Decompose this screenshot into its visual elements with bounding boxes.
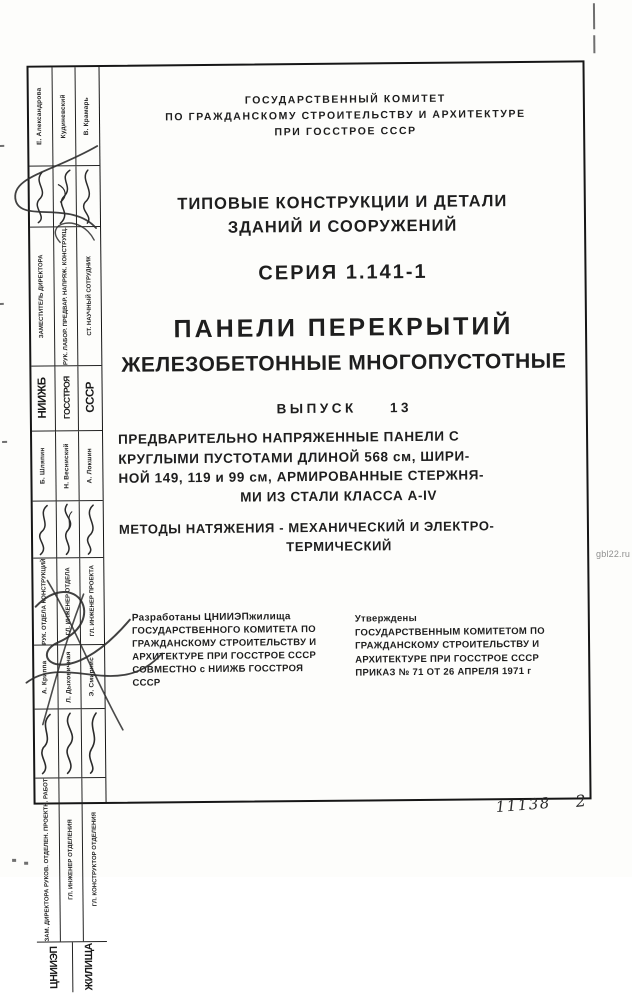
org-name: НИИЖБ [36,377,50,419]
org-name-cell [79,366,102,430]
signatory-title: ЗАМ. ДИРЕКТОРА РУКОВ. ОТДЕЛЕН. ПРОЕКТН. РАБОТ [43,778,52,942]
scan-artifact-mark [24,862,28,865]
approved-line5: ПРИКАЗ № 71 ОТ 26 АПРЕЛЯ 1971 г [355,665,532,679]
org-name: ЖИЛИЩА [83,943,96,991]
description-line1: ПРЕДВАРИТЕЛЬНО НАПРЯЖЕННЫЕ ПАНЕЛИ С [118,428,460,447]
signatory-title: ГЛ. КОНСТРУКТОР ОТДЕЛЕНИЯ [91,812,99,907]
tensioning-methods [119,516,559,558]
org-name-cell [55,366,79,430]
signatory-title: ГЛ. ИНЖЕНЕР ПРОЕКТА [88,565,96,637]
stamp-name-cell [81,645,104,708]
signature-scribble [33,501,57,557]
signature-scribble [77,166,100,226]
issue-number: ВЫПУСК 13 [276,400,413,417]
approval-stamp-column [29,67,107,991]
stamp-name-cell [76,67,100,165]
stamp-title-cell [30,227,55,365]
stamp-org-tsniiep [37,942,107,993]
panel-description [118,426,559,508]
stamp-group2-signatures [33,501,104,559]
org-name: ГОССТРОЯ [61,376,72,420]
stamp-org-niizhb [31,366,102,432]
signatory-name: А. Криппа [41,660,49,694]
stamp-name-cell [29,67,54,165]
methods-line2: ТЕРМИЧЕСКИЙ [286,538,393,555]
signature-scribble [53,166,77,226]
developed-line3: ГРАЖДАНСКОМУ СТРОИТЕЛЬСТВУ И [131,636,317,650]
methods-line1: МЕТОДЫ НАТЯЖЕНИЯ - МЕХАНИЧЕСКИЙ И ЭЛЕКТРО- [118,518,495,537]
developed-line2: ГОСУДАРСТВЕННОГО КОМИТЕТА ПО [131,623,316,637]
stamp-title-cell [81,558,104,644]
stamp-group1-names [29,67,100,167]
stamp-title-cell [77,227,101,365]
stamp-title-cell [33,558,57,644]
scan-artifact-mark [593,3,595,29]
site-watermark: gbl22.ru [596,549,631,559]
series-number: СЕРИЯ 1.141-1 [258,260,428,285]
handwritten-number: 11138 [494,793,552,817]
signatory-title: РУК. ЛАБОР. ПРЕДВАР. НАПРЯЖ. КОНСТРУКЦ. [61,227,70,366]
signatory-title: ГЛ. ИНЖЕНЕР ОТДЕЛЕНИЯ [67,819,75,900]
signatory-title: ЗАМЕСТИТЕЛЬ ДИРЕКТОРА [38,254,46,339]
signature-scribble [35,709,59,777]
handwritten-page-number: 2 [574,790,587,811]
stamp-title-cell [35,778,60,941]
org-name-cell [72,942,107,992]
approved-line4: АРХИТЕКТУРЕ ПРИ ГОССТРОЕ СССР [355,652,540,666]
stamp-title-cell [83,778,107,941]
series-caption-line2: ЗДАНИЙ И СООРУЖЕНИЙ [227,216,458,237]
scan-artifact-mark [2,441,7,443]
series-caption [101,188,584,241]
main-title-line2: ЖЕЛЕЗОБЕТОННЫЕ МНОГОПУСТОТНЫЕ [121,349,567,377]
org-name: СССР [84,382,97,414]
stamp-group1-signatures [29,166,100,228]
developed-by-block [132,610,351,690]
signatory-name: Н. Весниский [62,442,71,489]
signatory-name: Б. Шляпин [39,447,47,485]
signatory-name: Е. Александрова [35,87,44,146]
developed-line6: СССР [132,677,161,689]
main-title-line1: ПАНЕЛИ ПЕРЕКРЫТИЙ [173,312,514,344]
signatory-title: СТ. НАУЧНЫЙ СОТРУДНИК [85,256,93,336]
series-caption-line1: ТИПОВЫЕ КОНСТРУКЦИИ И ДЕТАЛИ [177,192,508,214]
stamp-name-cell [32,431,56,500]
committee-header [104,89,587,142]
scan-artifact-mark [12,859,16,862]
committee-header-line3: ПРИ ГОССТРОЕ СССР [274,124,417,139]
signatory-name: Кудиневский [59,94,67,139]
signatory-title: ГЛ. ИНЖЕНЕР ОТДЕЛА [65,567,72,636]
description-line4: МИ ИЗ СТАЛИ КЛАССА А-IV [240,487,438,505]
committee-header-line2: ПО ГРАЖДАНСКОМУ СТРОИТЕЛЬСТВУ И АРХИТЕКТУРЕ [165,107,526,124]
signatory-name: Э. Смирнис [88,656,96,697]
title-page-content [100,62,590,802]
approved-line3: ГРАЖДАНСКОМУ СТРОИТЕЛЬСТВУ И [355,638,540,652]
stamp-name-cell [58,645,82,708]
stamp-group1-titles [30,227,101,366]
stamp-name-cell [34,645,58,708]
org-name-cell [31,366,55,430]
stamp-name-cell [52,67,77,165]
committee-header-line1: ГОСУДАРСТВЕННЫЙ КОМИТЕТ [244,92,446,107]
stamp-name-cell [56,431,80,500]
approved-line1: Утверждены [354,612,418,625]
stamp-group2-titles [33,558,104,646]
developed-line5: СОВМЕСТНО с НИИЖБ ГОССТРОЯ [132,663,304,676]
developed-line1: Разработаны ЦНИИЭПжилища [131,611,291,624]
signature-scribble [58,709,82,777]
signature-scribble [80,501,103,557]
stamp-group3-names [34,645,105,710]
org-name: ЦНИИЭП [47,946,61,989]
scan-artifact-mark [593,35,595,53]
signatory-name: Л. Дыховичная [64,650,73,703]
signatory-name: А. Локшин [86,447,94,483]
stamp-title-cell [54,227,79,365]
description-line3: НОЙ 149, 119 и 99 см, АРМИРОВАННЫЕ СТЕРЖНЯ- [118,467,485,486]
signature-scribble [82,709,105,777]
description-line2: КРУГЛЫМИ ПУСТОТАМИ ДЛИНОЙ 568 см, ШИРИ- [118,447,470,467]
approved-by-block [355,610,588,680]
org-name-cell [37,942,73,992]
stamp-group2-names [32,431,103,502]
stamp-group3-signatures [35,709,106,779]
scan-artifact-mark [0,303,4,305]
approved-line2: ГОСУДАРСТВЕННЫМ КОМИТЕТОМ ПО [354,625,545,639]
stamp-title-cell [59,778,84,941]
stamp-title-cell [57,558,81,644]
developed-line4: АРХИТЕКТУРЕ ПРИ ГОССТРОЕ СССР [132,649,317,663]
stamp-name-cell [79,431,102,500]
signature-scribble [29,166,53,226]
signature-scribble [56,501,80,557]
scan-artifact-mark [0,145,4,147]
signatory-name: В. Крамарь [83,97,91,136]
signatory-title: РУК. ОТДЕЛА КОНСТРУКЦИЙ [41,558,49,645]
stamp-group3-titles [35,778,107,943]
